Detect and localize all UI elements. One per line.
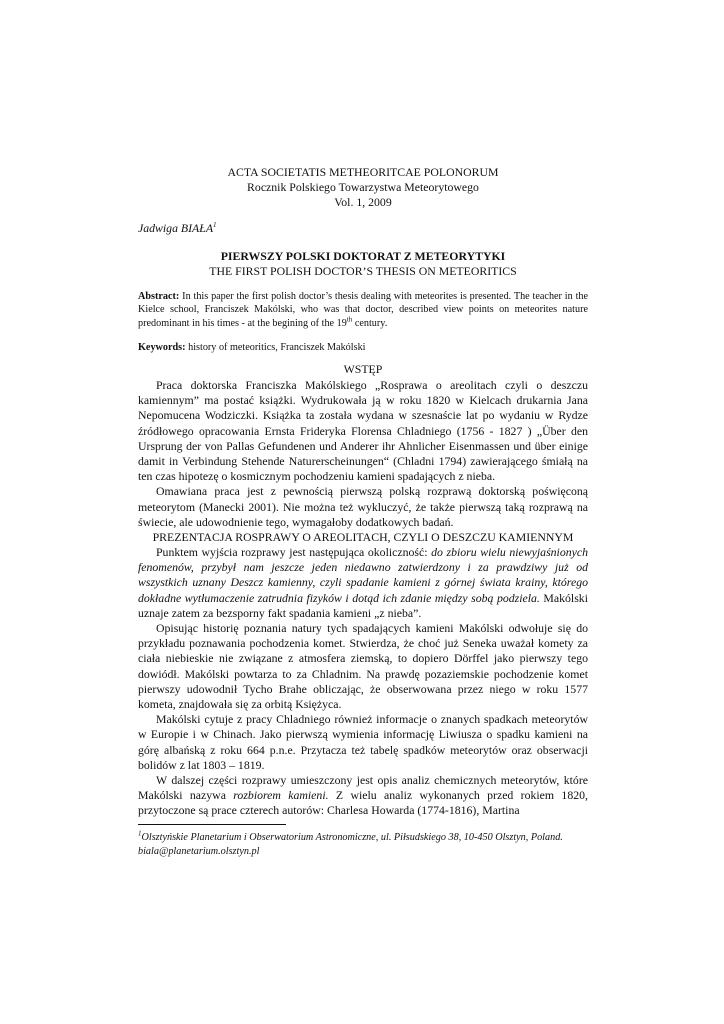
presentation-paragraph-3: Makólski cytuje z pracy Chladniego również informacje o znanych spadkach meteorytów w Europie i w Chinach. Jako pierwszą wymienia informację Liwiusza o spadku kamieni na górę albańską z roku 664 p.n.e. Przytacza też tabelę spadków meteorytów oraz obserwacji bolidów z lat 1803 – 1819. [138, 712, 588, 772]
title-polish: PIERWSZY POLSKI DOKTORAT Z METEORYTYKI [220, 249, 506, 263]
journal-header [138, 165, 588, 210]
presentation-p1-end: Makólski uznaje zatem za bezsporny fakt spadania kamieni „z nieba”. [138, 590, 588, 620]
abstract-text-end: century. [352, 317, 388, 329]
footnote-separator [138, 824, 286, 825]
footnote [138, 831, 588, 858]
title-english: THE FIRST POLISH DOCTOR’S THESIS ON METEORITICS [209, 264, 517, 278]
abstract-superscript: th [346, 315, 353, 324]
section-intro-body [138, 378, 588, 530]
section-heading-intro: WSTĘP [343, 362, 383, 376]
author-footnote-mark: 1 [213, 221, 217, 230]
section-presentation-body [138, 545, 588, 819]
keywords-text: history of meteoritics, Franciszek Makólski [185, 342, 366, 353]
abstract-text: In this paper the first polish doctor’s thesis dealing with meteorites is presented. The teacher in the Kielce school, Franciszek Makólski, who was that doctor, described view points on meteorites nature predominant in his times - at the begining of the 19 [138, 291, 589, 329]
presentation-p1-quote: do zbioru wielu niewyjaśnionych fenomenów, przybył nam jeszcze jeden niedawno zatwierdzony i za prawdziwy już od wszystkich uznany Deszcz kamienny, czyli spadanie kamieni z górnej świata krainy, którego dokładne wytłumaczenie zatrudnia fizyków i dotąd ich zdanie między sobą podziela. [138, 545, 588, 605]
intro-paragraph-1: Praca doktorska Franciszka Makólskiego „Rosprawa o areolitach czyli o deszczu kamiennym” ma postać książki. Wydrukowała ją w roku 1820 w Kielcach drukarnia Jana Nepomucena Wodziczki. Książka ta została wydana w szesnaście lat po wydaniu w Rydze źródłowego opracowania Ernsta Frideryka Florensa Chladniego (1756 - 1827 ) „Über den Ursprung der von Pallas Gefundenen und Anderer ihr Ahnlicher Eisenmassen und über einige damit in Verbindung Stehende Naturerscheinungen“ (Chladni 1794) zawierającego śmiałą na ten czas hipotezę o kosmicznym pochodzeniu kamieni spadających z nieba. [138, 378, 588, 484]
intro-paragraph-2: Omawiana praca jest z pewnością pierwszą polską rozprawą doktorską poświęconą meteorytom (Manecki 2001). Nie można też wykluczyć, że także pierwszą taką rozprawą na świecie, ale udowodnienie tego, wymagałoby dodatkowych badań. [138, 484, 588, 529]
footnote-mark: 1 [138, 829, 142, 838]
abstract-label: Abstract: [138, 291, 180, 302]
keywords-label: Keywords: [138, 342, 186, 353]
journal-name: ACTA SOCIETATIS METHEORITCAE POLONORUM [227, 165, 499, 179]
presentation-p4-italic: rozbiorem kamieni. [233, 788, 329, 803]
presentation-p4-end: Z wielu analiz wykonanych przed rokiem 1820, przytoczone są prace czterech autorów: Charlesa Howarda (1774-1816), Martina [138, 788, 588, 818]
presentation-paragraph-4 [138, 773, 588, 819]
author-line [138, 221, 588, 236]
footnote-text: Olsztyńskie Planetarium i Obserwatorium Astronomiczne, ul. Piłsudskiego 38, 10-450 Olsztyn, Poland. biala@planetarium.olsztyn.pl [138, 832, 563, 857]
author-name: Jadwiga BIAŁA [138, 221, 214, 235]
presentation-paragraph-1 [138, 545, 588, 621]
keywords [138, 341, 588, 354]
section-heading-presentation: PREZENTACJA ROSPRAWY O AREOLITACH, CZYLI O DESZCZU KAMIENNYM [152, 530, 574, 544]
paper-titles [138, 249, 588, 279]
presentation-p4-start: W dalszej części rozprawy umieszczony jest opis analiz chemicznych meteorytów, które Makólski nazywa [138, 773, 588, 803]
presentation-paragraph-2: Opisując historię poznania natury tych spadających kamieni Makólski odwołuje się do przykładu poznawania pochodzenia komet. Stwierdza, że choć już Seneka uważał komety za ciała niebieskie nie związane z atmosfera ziemską, to dopiero Dörffel jako pierwszy tego dowiódł. Makólski powtarza to za Chladnim. Na prawdę pozaziemskie pochodzenie komet pierwszy udowodnił Tycho Brahe obliczając, że obserwowana przez niego w roku 1577 kometa, znajdowała się za orbitą Księżyca. [138, 621, 588, 712]
presentation-p1-start: Punktem wyjścia rozprawy jest następująca okoliczność: [156, 545, 432, 559]
journal-yearbook: Rocznik Polskiego Towarzystwa Meteorytowego [247, 180, 479, 194]
journal-volume: Vol. 1, 2009 [334, 195, 392, 209]
abstract [138, 290, 588, 330]
